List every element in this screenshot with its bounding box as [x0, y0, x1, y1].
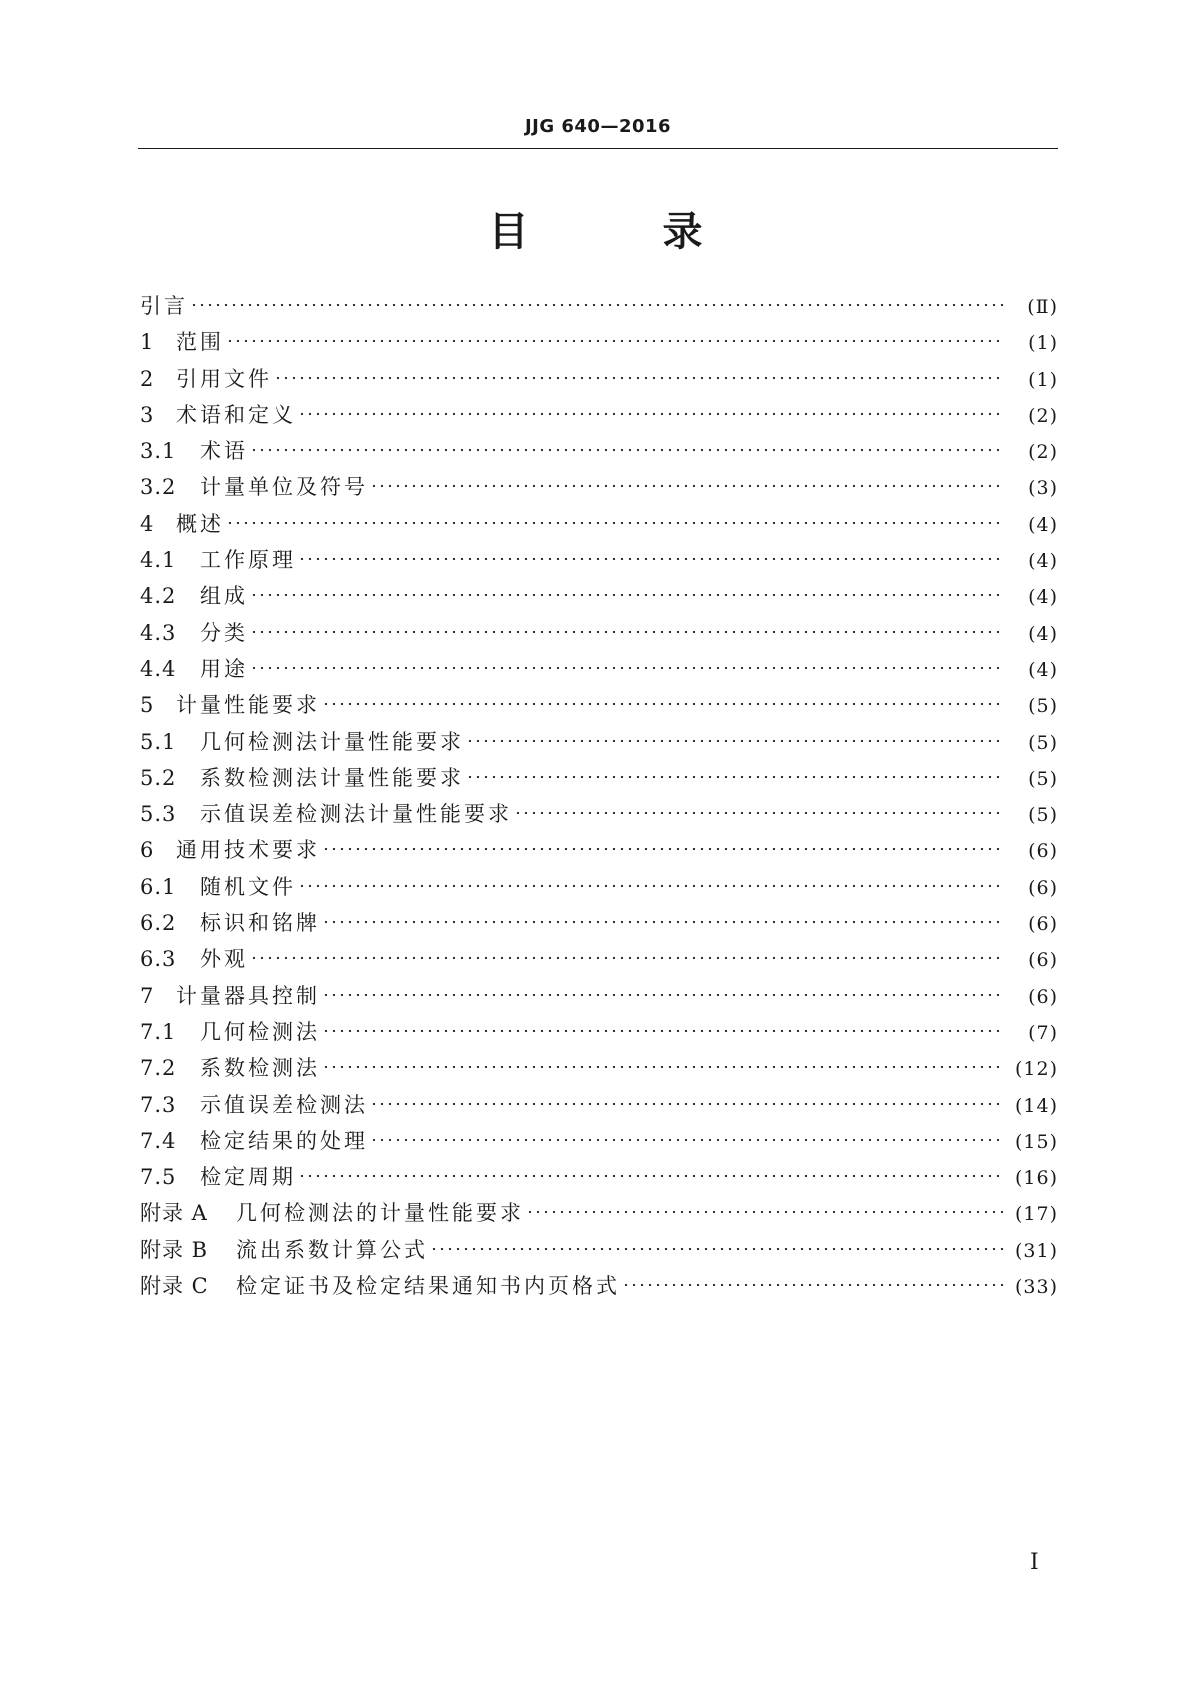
toc-entry-number: 6.3 — [140, 947, 177, 972]
toc-entry-page: (6) — [1028, 876, 1058, 899]
toc-entry-label: 术语 — [200, 439, 248, 464]
toc-dot-leader — [322, 993, 1004, 997]
toc-entry-number: 4.1 — [140, 548, 177, 573]
toc-entry-page: (7) — [1028, 1021, 1058, 1044]
toc-entry-number: 7.5 — [140, 1165, 177, 1190]
toc-entry-number: 3.1 — [140, 439, 177, 464]
toc-dot-leader — [274, 376, 1004, 380]
toc-dot-leader — [430, 1247, 1004, 1251]
toc-entry-number: 4 — [140, 511, 155, 536]
toc-entry-page: (5) — [1028, 804, 1058, 827]
toc-entry-label: 计量性能要求 — [176, 693, 320, 718]
toc-entry-number: 5.3 — [140, 802, 177, 827]
toc-entry[interactable] — [140, 542, 1058, 578]
toc-entry[interactable] — [140, 506, 1058, 542]
toc-entry-page: (6) — [1028, 913, 1058, 936]
toc-entry[interactable] — [140, 288, 1058, 324]
toc-dot-leader — [226, 339, 1004, 343]
toc-dot-leader — [322, 920, 1004, 924]
toc-entry-page: (6) — [1028, 840, 1058, 863]
toc-entry-page: (33) — [1014, 1276, 1058, 1299]
toc-entry[interactable] — [140, 1232, 1058, 1268]
toc-entry-page: (5) — [1028, 695, 1058, 718]
toc-entry[interactable] — [140, 832, 1058, 868]
toc-entry-label: 分类 — [200, 620, 248, 645]
toc-entry-label: 系数检测法 — [200, 1056, 320, 1081]
toc-dot-leader — [298, 412, 1004, 416]
toc-entry-label: 用途 — [200, 656, 248, 681]
toc-entry-number: 6.1 — [140, 874, 177, 899]
toc-dot-leader — [466, 739, 1004, 743]
toc-entry[interactable] — [140, 1159, 1058, 1195]
toc-entry-number: 1 — [140, 330, 155, 355]
toc-entry-page: (12) — [1014, 1058, 1058, 1081]
toc-dot-leader — [370, 484, 1004, 488]
toc-entry[interactable] — [140, 978, 1058, 1014]
toc-entry-number: 7.1 — [140, 1019, 177, 1044]
toc-entry-page: (3) — [1028, 477, 1058, 500]
toc-entry-page: (5) — [1028, 731, 1058, 754]
toc-entry-number: 7.3 — [140, 1092, 177, 1117]
toc-entry-label: 示值误差检测法 — [200, 1092, 368, 1117]
toc-entry-number: 附录 A — [140, 1201, 208, 1226]
toc-entry-label: 检定结果的处理 — [200, 1128, 368, 1153]
toc-entry-label: 术语和定义 — [176, 402, 296, 427]
toc-dot-leader — [370, 1138, 1004, 1142]
toc-entry-page: (Ⅱ) — [1027, 296, 1058, 318]
toc-entry[interactable] — [140, 869, 1058, 905]
toc-entry-number: 附录 B — [140, 1237, 209, 1262]
toc-entry-number: 6 — [140, 838, 155, 863]
toc-entry-page: (5) — [1028, 767, 1058, 790]
toc-entry-number: 附录 C — [140, 1274, 209, 1299]
toc-entry[interactable] — [140, 1268, 1058, 1304]
standard-code-header: JJG 640—2016 — [524, 116, 672, 137]
toc-entry-label: 计量单位及符号 — [200, 475, 368, 500]
page-number: Ⅰ — [1030, 1550, 1039, 1575]
toc-dot-leader — [322, 847, 1004, 851]
toc-dot-leader — [250, 666, 1004, 670]
toc-entry-page: (14) — [1014, 1094, 1058, 1117]
toc-dot-leader — [250, 593, 1004, 597]
toc-entry-page: (1) — [1028, 332, 1058, 355]
toc-entry-page: (31) — [1014, 1239, 1058, 1262]
toc-entry[interactable] — [140, 433, 1058, 469]
toc-entry-page: (6) — [1028, 985, 1058, 1008]
toc-entry-label: 几何检测法 — [200, 1019, 320, 1044]
toc-entry[interactable] — [140, 651, 1058, 687]
toc-entry[interactable] — [140, 1014, 1058, 1050]
toc-dot-leader — [250, 448, 1004, 452]
toc-entry-number: 7.4 — [140, 1128, 177, 1153]
toc-entry-number: 6.2 — [140, 911, 177, 936]
toc-entry-number: 3.2 — [140, 475, 177, 500]
toc-dot-leader — [514, 811, 1004, 815]
toc-entry[interactable] — [140, 615, 1058, 651]
toc-entry-number: 2 — [140, 366, 155, 391]
toc-entry[interactable] — [140, 941, 1058, 977]
toc-entry[interactable] — [140, 324, 1058, 360]
toc-dot-leader — [298, 557, 1004, 561]
toc-entry-label: 外观 — [200, 947, 248, 972]
toc-entry-page: (4) — [1028, 550, 1058, 573]
toc-entry-label: 计量器具控制 — [176, 983, 320, 1008]
toc-entry[interactable] — [140, 760, 1058, 796]
toc-entry[interactable] — [140, 1050, 1058, 1086]
toc-dot-leader — [526, 1210, 1004, 1214]
toc-entry-number: 4.4 — [140, 656, 177, 681]
toc-entry[interactable] — [140, 905, 1058, 941]
toc-entry-label: 几何检测法的计量性能要求 — [236, 1201, 524, 1226]
toc-entry-page: (4) — [1028, 658, 1058, 681]
toc-entry-page: (6) — [1028, 949, 1058, 972]
toc-entry-label: 检定证书及检定结果通知书内页格式 — [236, 1274, 620, 1299]
toc-entry-label: 检定周期 — [200, 1165, 296, 1190]
toc-entry[interactable] — [140, 469, 1058, 505]
toc-entry-label: 范围 — [176, 330, 224, 355]
toc-dot-leader — [298, 1174, 1004, 1178]
toc-entry-page: (4) — [1028, 586, 1058, 609]
toc-entry-label: 标识和铭牌 — [200, 911, 320, 936]
toc-dot-leader — [250, 956, 1004, 960]
toc-entry[interactable] — [140, 397, 1058, 433]
toc-entry-number: 4.3 — [140, 620, 177, 645]
toc-dot-leader — [322, 1065, 1004, 1069]
toc-dot-leader — [190, 303, 1004, 307]
toc-dot-leader — [250, 630, 1004, 634]
toc-entry-page: (2) — [1028, 404, 1058, 427]
toc-entry-label: 通用技术要求 — [176, 838, 320, 863]
toc-entry-page: (2) — [1028, 441, 1058, 464]
header-rule — [138, 148, 1058, 149]
toc-entry-page: (15) — [1014, 1130, 1058, 1153]
toc-entry-label: 系数检测法计量性能要求 — [200, 765, 464, 790]
toc-dot-leader — [226, 521, 1004, 525]
page-title: 目 录 — [488, 209, 763, 255]
toc-entry[interactable] — [140, 1123, 1058, 1159]
toc-entry-number: 5 — [140, 693, 155, 718]
toc-entry-label: 示值误差检测法计量性能要求 — [200, 802, 512, 827]
toc-entry-number: 3 — [140, 402, 155, 427]
toc-entry-page: (17) — [1014, 1203, 1058, 1226]
toc-dot-leader — [622, 1283, 1004, 1287]
toc-entry-label: 流出系数计算公式 — [236, 1237, 428, 1262]
toc-dot-leader — [322, 702, 1004, 706]
toc-entry-label: 引用文件 — [176, 366, 272, 391]
toc-entry-label: 随机文件 — [200, 874, 296, 899]
toc-entry-page: (4) — [1028, 622, 1058, 645]
toc-dot-leader — [466, 775, 1004, 779]
toc-entry-number: 5.1 — [140, 729, 177, 754]
toc-entry-label: 工作原理 — [200, 548, 296, 573]
toc-entry-label: 组成 — [200, 584, 248, 609]
toc-dot-leader — [322, 1029, 1004, 1033]
table-of-contents — [140, 288, 1058, 1304]
toc-entry[interactable] — [140, 724, 1058, 760]
toc-entry-number: 7 — [140, 983, 155, 1008]
toc-entry-number: 5.2 — [140, 765, 177, 790]
toc-entry-page: (1) — [1028, 368, 1058, 391]
toc-entry[interactable] — [140, 361, 1058, 397]
toc-entry[interactable] — [140, 578, 1058, 614]
toc-dot-leader — [370, 1102, 1004, 1106]
toc-entry-number: 7.2 — [140, 1056, 177, 1081]
toc-entry[interactable] — [140, 1087, 1058, 1123]
toc-entry[interactable] — [140, 796, 1058, 832]
toc-entry-label: 几何检测法计量性能要求 — [200, 729, 464, 754]
toc-entry[interactable] — [140, 687, 1058, 723]
toc-entry[interactable] — [140, 1195, 1058, 1231]
toc-entry-number: 4.2 — [140, 584, 177, 609]
toc-entry-page: (4) — [1028, 513, 1058, 536]
toc-entry-label: 引言 — [140, 294, 188, 318]
toc-dot-leader — [298, 884, 1004, 888]
toc-entry-label: 概述 — [176, 511, 224, 536]
toc-entry-page: (16) — [1014, 1167, 1058, 1190]
